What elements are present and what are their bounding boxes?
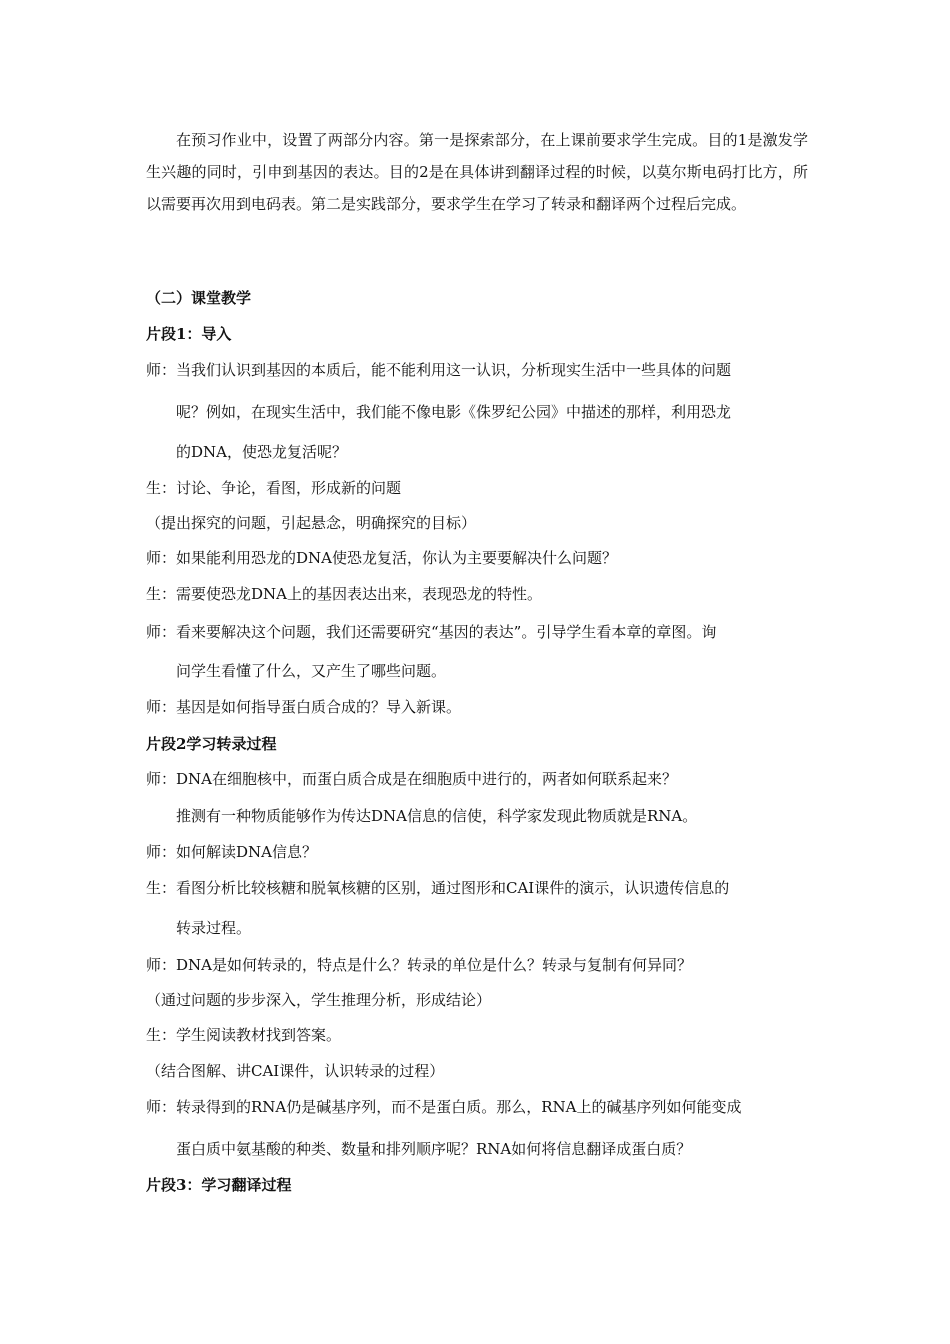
dialogue-line: 师：当我们认识到基因的本质后，能不能利用这一认识，分析现实生活中一些具体的问题 xyxy=(146,361,732,379)
segment-1-heading: 片段1：导入 xyxy=(146,325,232,343)
dialogue-line: 问学生看懂了什么，又产生了哪些问题。 xyxy=(176,662,447,680)
section-heading: （二）课堂教学 xyxy=(146,289,252,307)
dialogue-line: 推测有一种物质能够作为传达DNA信息的信使，科学家发现此物质就是RNA。 xyxy=(176,807,698,825)
dialogue-line: 师：DNA是如何转录的，特点是什么？转录的单位是什么？转录与复制有何异同？ xyxy=(146,956,692,974)
dialogue-line: 师：转录得到的RNA仍是碱基序列，而不是蛋白质。那么，RNA上的碱基序列如何能变成 xyxy=(146,1098,742,1116)
dialogue-line: 生：需要使恐龙DNA上的基因表达出来，表现恐龙的特性。 xyxy=(146,585,542,603)
dialogue-line: 转录过程。 xyxy=(176,919,252,937)
dialogue-line: 生：学生阅读教材找到答案。 xyxy=(146,1026,342,1044)
dialogue-line: 师：如果能利用恐龙的DNA使恐龙复活，你认为主要要解决什么问题？ xyxy=(146,549,617,567)
dialogue-line: 师：DNA在细胞核中，而蛋白质合成是在细胞质中进行的，两者如何联系起来？ xyxy=(146,770,677,788)
dialogue-line: 呢？例如，在现实生活中，我们能不像电影《侏罗纪公园》中描述的那样，利用恐龙 xyxy=(176,403,732,421)
note-line: （结合图解、讲CAI课件，认识转录的过程） xyxy=(146,1062,445,1080)
dialogue-line: 生：看图分析比较核糖和脱氧核糖的区别，通过图形和CAI课件的演示，认识遗传信息的 xyxy=(146,879,730,897)
note-line: （提出探究的问题，引起悬念，明确探究的目标） xyxy=(146,514,477,532)
dialogue-line: 的DNA，使恐龙复活呢？ xyxy=(176,443,347,461)
note-line: （通过问题的步步深入，学生推理分析，形成结论） xyxy=(146,991,492,1009)
intro-paragraph: 在预习作业中，设置了两部分内容。第一是探索部分，在上课前要求学生完成。目的1是激发学生兴趣的同时，引申到基因的表达。目的2是在具体讲到翻译过程的时候，以莫尔斯电码打比方，所以需要再次用到电码表。第二是实践部分，要求学生在学习了转录和翻译两个过程后完成。 xyxy=(146,131,808,213)
dialogue-line: 生：讨论、争论，看图，形成新的问题 xyxy=(146,479,402,497)
segment-2-heading: 片段2学习转录过程 xyxy=(146,735,277,753)
dialogue-line: 师：基因是如何指导蛋白质合成的？导入新课。 xyxy=(146,698,462,716)
dialogue-line: 师：看来要解决这个问题，我们还需要研究“基因的表达”。引导学生看本章的章图。询 xyxy=(146,623,717,641)
dialogue-line: 蛋白质中氨基酸的种类、数量和排列顺序呢？RNA如何将信息翻译成蛋白质？ xyxy=(176,1140,692,1158)
dialogue-line: 师：如何解读DNA信息？ xyxy=(146,843,317,861)
segment-3-heading: 片段3：学习翻译过程 xyxy=(146,1176,292,1194)
